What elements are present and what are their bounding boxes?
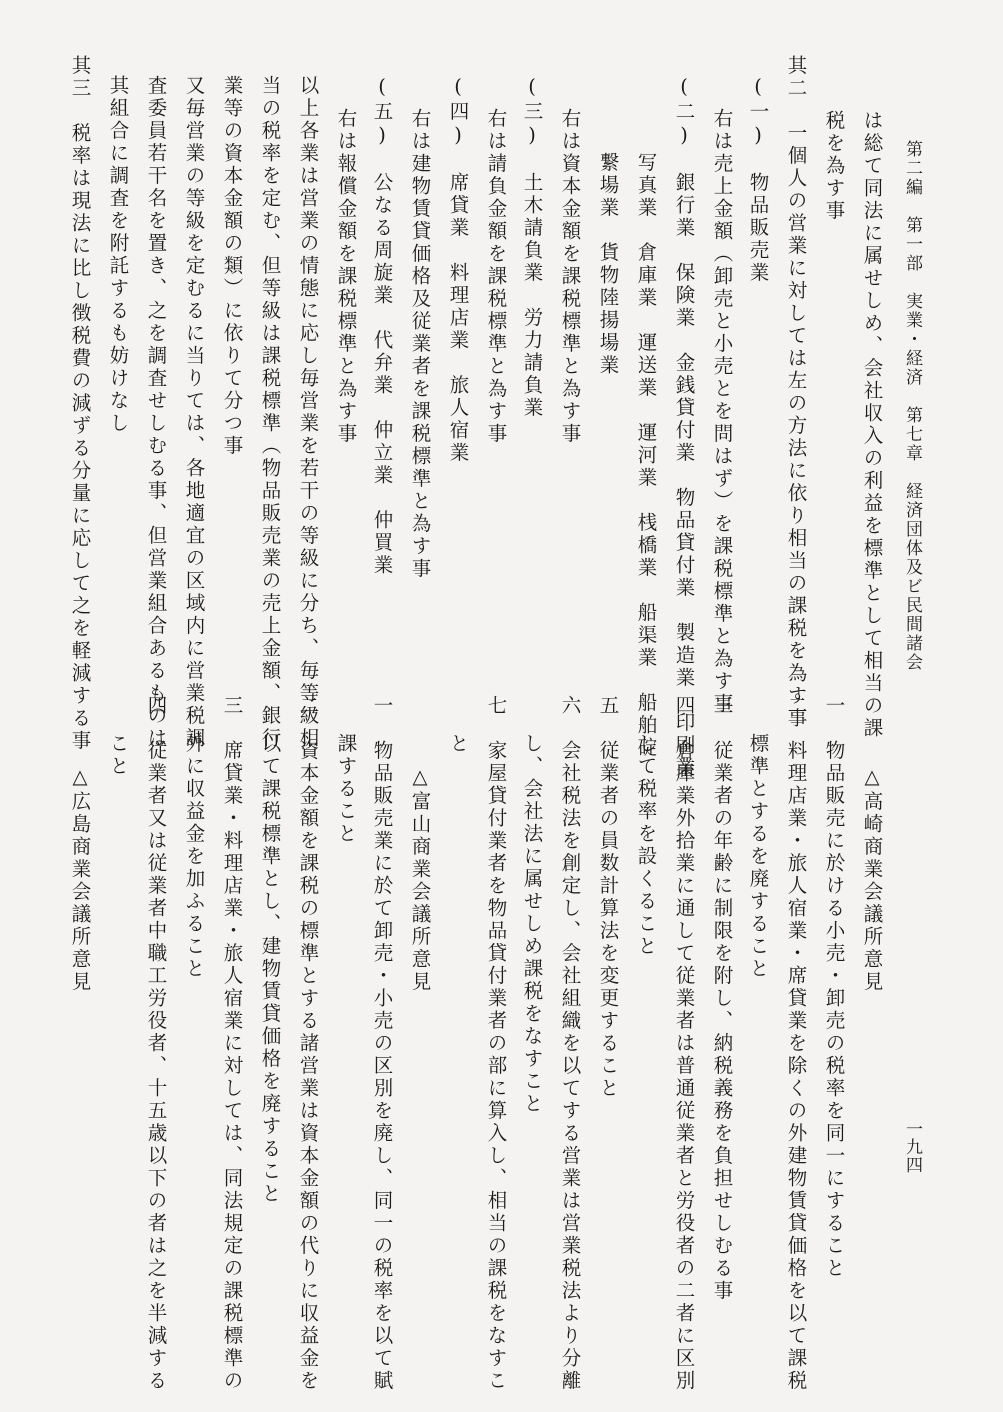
- text-column: 六 会社税法を創定し、会社組織を以てする営業は営業税法より分離: [558, 695, 582, 1393]
- text-column: 又毎営業の等級を定むるに当りては、各地適宜の区域内に営業税調: [182, 75, 206, 750]
- text-column: (五) 公なる周旋業 代弁業 仲立業 仲買業: [370, 75, 394, 577]
- text-column: 以上各業は営業の情態に応し毎営業を若干の等級に分ち、毎等級相: [296, 75, 320, 750]
- text-column: 課すること: [334, 733, 358, 846]
- text-column: 当の税率を定む、但等級は課税標準（物品販売業の売上金額、銀行: [258, 75, 282, 750]
- text-column: 一 物品販売業に於て卸売・小売の区別を廃し、同一の税率を以て賦: [370, 695, 394, 1393]
- text-column: 右は建物賃貸価格及従業者を課税標準と為す事: [408, 108, 432, 581]
- text-column: 二 資本金額を課税の標準とする諸営業は資本金額の代りに収益金を: [296, 695, 320, 1393]
- text-column: 写真業 倉庫業 運送業 運河業 桟橋業 船渠業 船舶碇: [634, 152, 658, 760]
- page-number: 一九四: [902, 1120, 922, 1174]
- text-column: (二) 銀行業 保険業 金銭貸付業 物品貸付業 製造業 印刷業: [672, 75, 696, 780]
- text-column: (一) 物品販売業: [746, 75, 770, 285]
- text-column: 其組合に調査を附託するも妨けなし: [106, 75, 130, 435]
- text-column: 右は資本金額を課税標準と為す事: [558, 108, 582, 446]
- text-column: (三) 土木請負業 労力請負業: [520, 75, 544, 420]
- text-column: 三 席貸業・料理店業・旅人宿業に対しては、同法規定の課税標準の: [220, 695, 244, 1393]
- text-column: 査委員若干名を置き、之を調査せしむる事、但営業組合あるものは: [144, 75, 168, 750]
- text-column: 業等の資本金額の類）に依りて分つ事: [220, 75, 244, 458]
- text-column: 其三 税率は現法に比し徴税費の減ずる分量に応して之を軽減する事: [68, 55, 92, 753]
- text-column: 右は請負金額を課税標準と為す事: [484, 108, 508, 446]
- text-column: 七 家屋貸付業者を物品貸付業者の部に算入し、相当の課税をなすこ: [484, 695, 508, 1393]
- text-column: 其二 一個人の営業に対しては左の方法に依り相当の課税を為す事: [784, 55, 808, 730]
- text-column: 外に収益金を加ふること: [182, 733, 206, 981]
- text-column: 以て課税標準とし、建物賃貸価格を廃すること: [258, 733, 282, 1206]
- text-column: は総て同法に属せしめ、会社収入の利益を標準として相当の課: [860, 110, 884, 740]
- text-column: こと: [106, 733, 130, 778]
- running-header: 第二編 第一部 実業・経済 第七章 経済団体及ビ民間諸会: [902, 140, 922, 672]
- text-column: 税を為す事: [822, 110, 846, 223]
- text-column: 四 従業者又は従業者中職工労役者、十五歳以下の者は之を半減する: [144, 695, 168, 1393]
- text-column: 繋場業 貨物陸揚場業: [596, 152, 620, 377]
- text-column: 一 物品販売に於ける小売・卸売の税率を同一にすること: [822, 695, 846, 1280]
- text-column: と: [446, 733, 470, 756]
- text-column: して税率を設くること: [634, 733, 658, 958]
- text-column: 五 従業者の員数計算法を変更すること: [596, 695, 620, 1100]
- text-column: 四 倉庫業外拾業に通して従業者は普通従業者と労役者の二者に区別: [672, 695, 696, 1393]
- text-column: (四) 席貸業 料理店業 旅人宿業: [446, 75, 470, 465]
- section-heading: △高崎商業会議所意見: [860, 765, 884, 994]
- text-column: し、会社法に属せしめ課税をなすこと: [520, 733, 544, 1116]
- text-column: 標準とするを廃すること: [746, 733, 770, 981]
- section-heading: △富山商業会議所意見: [408, 765, 432, 994]
- text-column: 二 料理店業・旅人宿業・席貸業を除くの外建物賃貸価格を以て課税: [784, 695, 808, 1393]
- text-column: 右は売上金額（卸売と小売とを問はず）を課税標準と為す事: [710, 108, 734, 716]
- section-heading: △広島商業会議所意見: [68, 765, 92, 994]
- text-column: 三 従業者の年齢に制限を附し、納税義務を負担せしむる事: [710, 695, 734, 1303]
- text-column: 右は報償金額を課税標準と為す事: [334, 108, 358, 446]
